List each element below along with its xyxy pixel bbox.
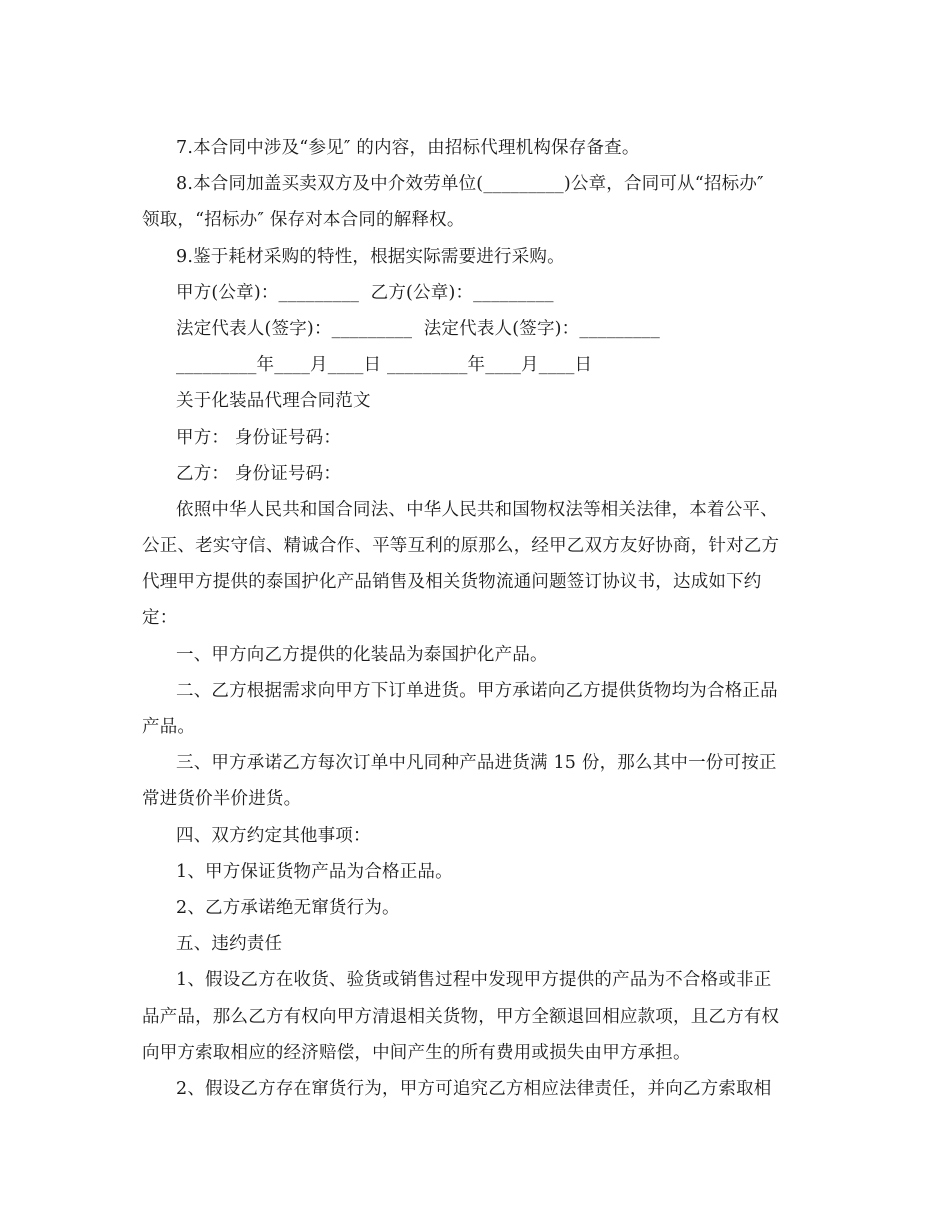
article-5-item-2-line-1: 2、假设乙方存在窜货行为，甲方可追究乙方相应法律责任，并向乙方索取相 (176, 1078, 772, 1099)
article-4-item-2: 2、乙方承诺绝无窜货行为。 (176, 897, 400, 918)
preamble-line-4: 定： (142, 608, 178, 629)
clause-8-line-2: 领取，“招标办″ 保存对本合同的解释权。 (142, 210, 465, 231)
clause-9-line: 9.鉴于耗材采购的特性，根据实际需要进行采购。 (176, 246, 565, 267)
date-line: _________年____月____日 _________年____月____日 (176, 355, 593, 376)
article-4-item-1: 1、甲方保证货物产品为合格正品。 (176, 861, 453, 882)
article-5-item-1-line-2: 品产品，那么乙方有权向甲方清退相关货物，甲方全额退回相应款项，且乙方有权 (142, 1006, 780, 1027)
party-b-id-line: 乙方： 身份证号码： (176, 463, 342, 484)
article-5-item-1-line-3: 向甲方索取相应的经济赔偿，中间产生的所有费用或损失由甲方承担。 (142, 1042, 691, 1063)
article-1-line: 一、甲方向乙方提供的化装品为泰国护化产品。 (176, 644, 548, 665)
article-2-line-1: 二、乙方根据需求向甲方下订单进货。甲方承诺向乙方提供货物均为合格正品 (176, 680, 778, 701)
article-4-heading: 四、双方约定其他事项： (176, 825, 371, 846)
party-a-id-line: 甲方： 身份证号码： (176, 427, 342, 448)
seal-line: 甲方(公章)：_________ 乙方(公章)：_________ (176, 282, 554, 303)
article-3-line-1: 三、甲方承诺乙方每次订单中凡同种产品进货满 15 份，那么其中一份可按正 (176, 753, 777, 774)
clause-8-line-1: 8.本合同加盖买卖双方及中介效劳单位(_________)公章，合同可从“招标办″ (176, 174, 764, 195)
preamble-line-1: 依照中华人民共和国合同法、中华人民共和国物权法等相关法律，本着公平、 (176, 499, 778, 520)
clause-7-line: 7.本合同中涉及“参见″ 的内容，由招标代理机构保存备查。 (176, 138, 640, 158)
preamble-line-2: 公正、老实守信、精诚合作、平等互利的原那么，经甲乙双方友好协商，针对乙方 (142, 536, 780, 557)
article-5-heading: 五、违约责任 (176, 934, 283, 955)
article-5-item-1-line-1: 1、假设乙方在收货、验货或销售过程中发现甲方提供的产品为不合格或非正 (176, 970, 772, 991)
signature-line: 法定代表人(签字)：_________ 法定代表人(签字)：_________ (176, 318, 660, 339)
section-title: 关于化装品代理合同范文 (176, 391, 371, 412)
preamble-line-3: 代理甲方提供的泰国护化产品销售及相关货物流通问题签订协议书，达成如下约 (142, 572, 762, 593)
article-2-line-2: 产品。 (142, 717, 196, 737)
article-3-line-2: 常进货价半价进货。 (142, 789, 302, 810)
